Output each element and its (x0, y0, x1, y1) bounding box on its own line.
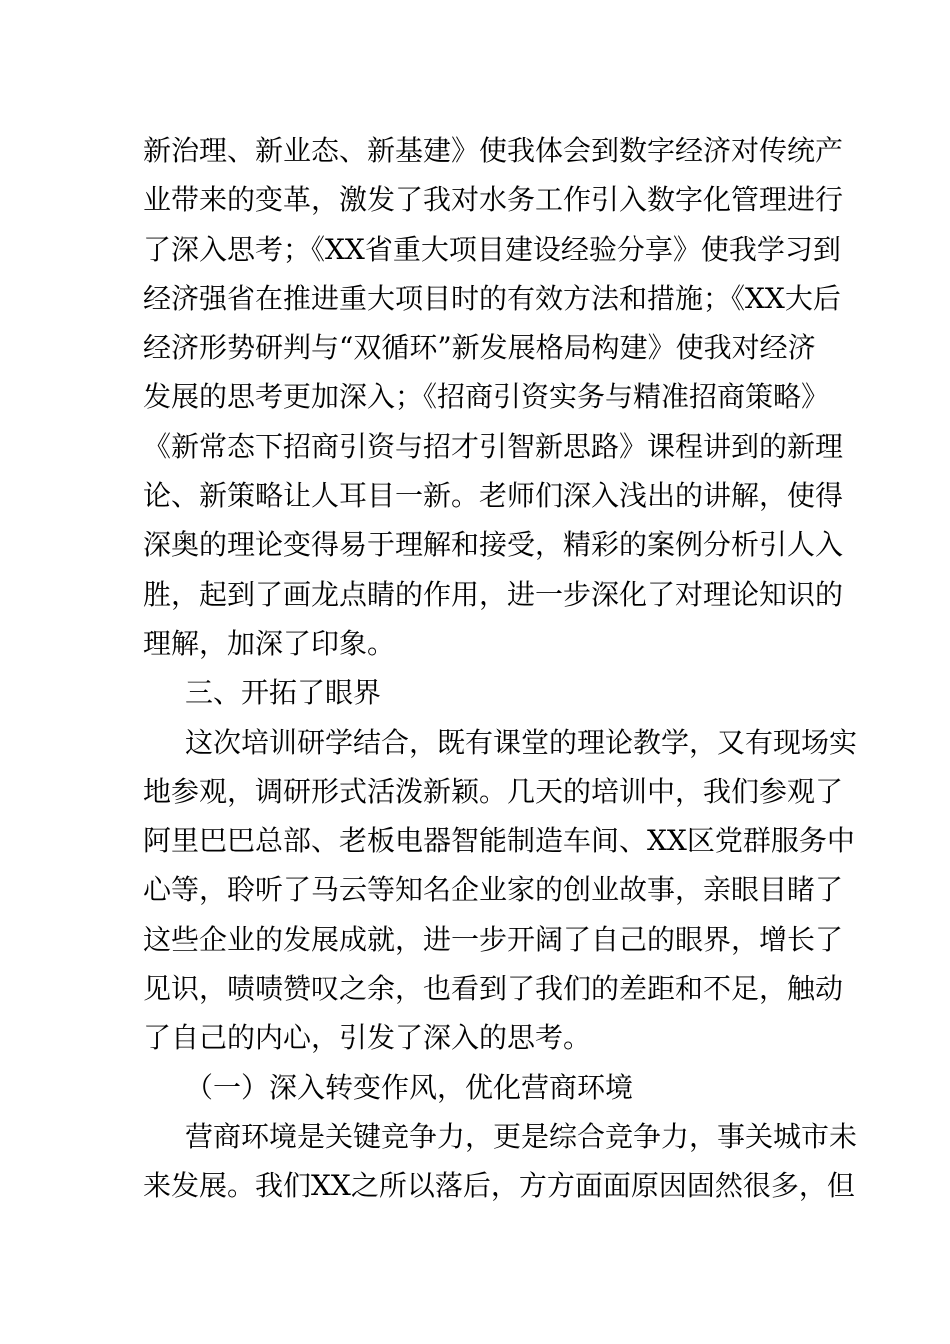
text-line: 经济形势研判与“双循环”新发展格局构建》使我对经济 (143, 331, 816, 365)
text-line: 地参观，调研形式活泼新颖。几天的培训中，我们参观了 (143, 774, 844, 808)
text-line: 心等，聆听了马云等知名企业家的创业故事，亲眼目睹了 (143, 873, 844, 907)
text-line: 这些企业的发展成就，进一步开阔了自己的眼界，增长了 (143, 922, 844, 956)
text-line: 发展的思考更加深入；《招商引资实务与精准招商策略》 (143, 380, 830, 414)
text-line: 业带来的变革，激发了我对水务工作引入数字化管理进行 (143, 183, 844, 217)
text-line: 论、新策略让人耳目一新。老师们深入浅出的讲解，使得 (143, 479, 844, 513)
text-line: 新治理、新业态、新基建》使我体会到数字经济对传统产 (143, 134, 844, 167)
text-line: 理解，加深了印象。 (143, 626, 396, 660)
text-line: 《新常态下招商引资与招才引智新思路》课程讲到的新理 (143, 429, 844, 463)
body-text (143, 126, 858, 1211)
subsection-heading: （一）深入转变作风，优化营商环境 (185, 1070, 634, 1104)
text-line: 来发展。我们XX之所以落后，方方面面原因固然很多，但 (143, 1169, 855, 1203)
text-line: 了自己的内心，引发了深入的思考。 (143, 1021, 592, 1055)
text-line: 经济强省在推进重大项目时的有效方法和措施；《XX大后 (143, 281, 841, 315)
text-line: 见识，啧啧赞叹之余，也看到了我们的差距和不足，触动 (143, 972, 844, 1006)
section-heading: 三、开拓了眼界 (185, 676, 382, 710)
text-line: 这次培训研学结合，既有课堂的理论教学，又有现场实 (185, 725, 858, 759)
text-line: 营商环境是关键竞争力，更是综合竞争力，事关城市未 (185, 1119, 858, 1153)
text-line: 阿里巴巴总部、老板电器智能制造车间、XX区党群服务中 (143, 824, 855, 858)
text-line: 了深入思考；《XX省重大项目建设经验分享》使我学习到 (143, 232, 841, 266)
text-line: 胜，起到了画龙点睛的作用，进一步深化了对理论知识的 (143, 577, 844, 611)
text-line: 深奥的理论变得易于理解和接受，精彩的案例分析引人入 (143, 528, 844, 562)
